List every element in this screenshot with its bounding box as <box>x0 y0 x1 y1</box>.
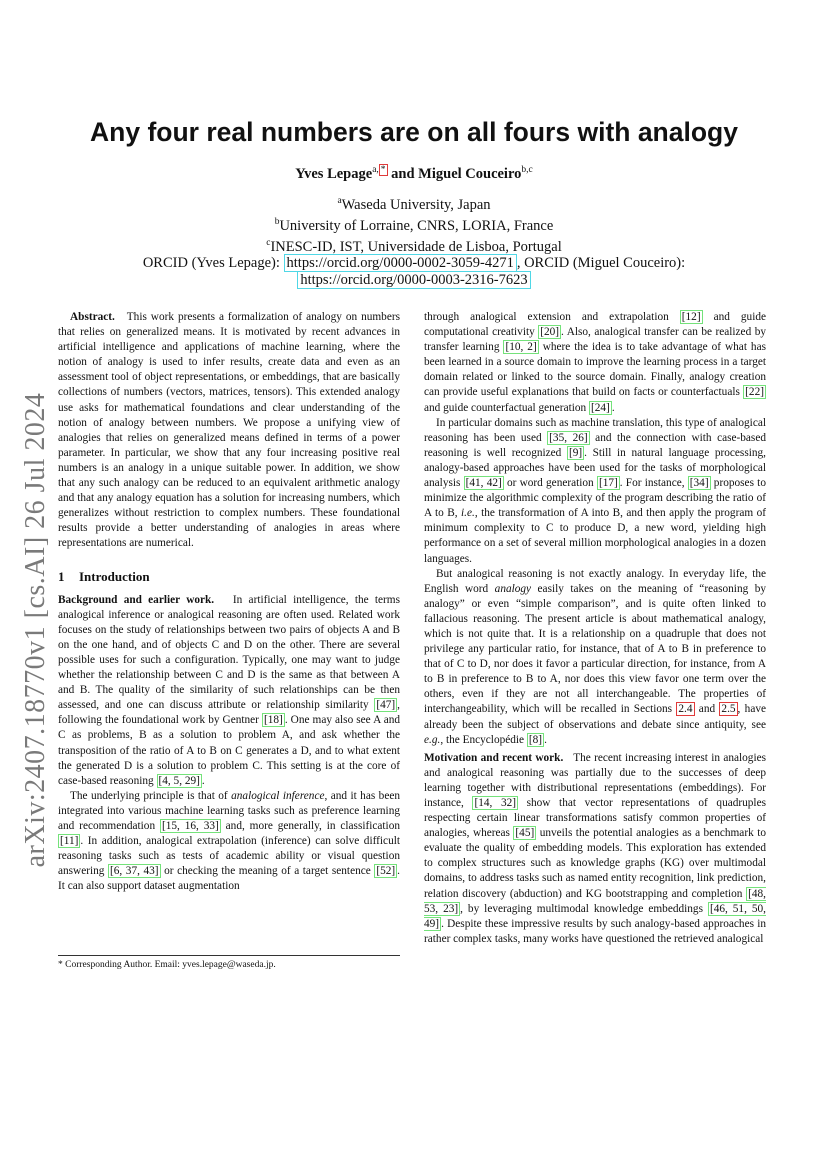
citation-link[interactable]: [24] <box>591 401 610 414</box>
citation-link[interactable]: [17] <box>598 477 618 490</box>
paragraph: Background and earlier work. In artificial intelligence, the terms analogical inference or analogical reasoning are often used. Related work focuses on the study of relationships between two pairs of objects A and B on the one hand, and of objects C and D on the other. There are several possible uses for such a configuration. Typically, one may want to judge whether the relationship between C and D is the same as that between A and B. The quality of the similarity of such relationships can be then assessed, and one can discuss attribute or relationship similarity [47] , following the foundational work by Gentner [18] . One may also see A and C as problems, B as a solution to problem A, and ask whether the transposition of the ratio of A to B on C generates a D, and to what extent the generated D is a solution to problem C. This setting is at the core of case-based reasoning [4, 5, 29] . <box>58 593 401 787</box>
abstract-text: This work presents a formalization of analogy on numbers that relies on generalized means. It is motivated by recent advances in artificial intelligence and applications of machine learning, where the notion of analogy is used to infer results, create data and even as an assessment tool of object representations, or embeddings, that are basically collections of numbers (vectors, matrices, tensors). This extended analogy use asks for mathematical foundations and clear understanding of the notion of analogy between numbers. We propose a unifying view of analogies that relies on generalized means defined in terms of a power parameter. In particular, we show that any four increasing positive real numbers is an analogy in a unique suitable power. In addition, we show that any such analogy can be reduced to an equivalent arithmetic analogy and that any analogy equation has a solution for increasing numbers, which generalizes without restriction to complex numbers. These foundational results provide a better understanding of analogies in areas where representations are numerical. <box>58 311 400 550</box>
section-number: 1 <box>58 568 65 584</box>
footnote <box>58 955 400 970</box>
citation-link[interactable]: [18] <box>263 714 283 727</box>
affil-sup: a <box>337 196 342 206</box>
section-link[interactable]: 2.4 <box>678 703 693 716</box>
orcid-label: ORCID (Yves Lepage): <box>142 255 284 272</box>
citation-link[interactable]: [6, 37, 43] <box>110 865 159 878</box>
citation-link[interactable]: [41, 42] <box>465 477 502 490</box>
section-title: Introduction <box>79 568 150 584</box>
citation-link[interactable]: [15, 16, 33] <box>161 820 219 832</box>
citation-link[interactable]: [52] <box>376 865 396 878</box>
author-name: and Miguel Couceiro <box>387 165 522 182</box>
affiliation <box>0 214 828 235</box>
paragraph: But analogical reasoning is not exactly analogy. In everyday life, the English word analogy easily takes on the meaning of “reasoning by analogy” or even “simple comparison”, and is quite often linked to fallacious reasoning. The present article is about mathematical analogy, which is not quite that. It is a relationship on a quadruple that does not privilege any particular ratio, for instance, that of A to B in preference to that of C to D, nor does it favor a particular direction, for instance, from A to B in preference to B to A, nor does this view favor one term over the others, even if they are not all interchangeable. The properties of interchangeability, which will be recalled in Sections 2.4 and 2.5 , have already been the subject of observations and debate since antiquity, see e.g., the Encyclopédie [8] . <box>424 567 766 746</box>
paragraph: The underlying principle is that of analogical inference, and it has been integrated into various machine learning tasks such as preference learning and recommendation [15, 16, 33] and, more generally, in classification [11] . In addition, analogical extrapolation (inference) can solve difficult reasoning tasks such as tests of academic ability or visual question answering [6, 37, 43] or checking the meaning of a target sentence [52] . It can also support dataset augmentation <box>58 789 400 893</box>
citation-link[interactable]: [11] <box>60 835 79 848</box>
affil-text: University of Lorraine, CNRS, LORIA, France <box>279 217 554 234</box>
author-line <box>0 164 828 183</box>
left-column <box>58 310 400 894</box>
citation-link[interactable]: [46, 51, 50, 49] <box>424 902 766 930</box>
citation-link[interactable]: [35, 26] <box>549 431 588 444</box>
abstract-label: Abstract. <box>70 311 115 323</box>
arxiv-side-identifier <box>16 380 56 880</box>
paragraph-lead: Motivation and recent work. <box>424 751 564 764</box>
author-affil-sup: a, <box>372 165 379 175</box>
abstract <box>58 310 400 552</box>
paragraph: Motivation and recent work. The recent increasing interest in analogies and analogical reasoning was partially due to the successes of deep learning together with distributional representations (embeddings). For instance, [14, 32] show that vector representations of quadruples respecting certain linear transformations satisfy common properties of analogies, whereas [45] unveils the potential analogies as a benchmark to evaluate the quality of embedding models. This exploration has extended to complex structures such as knowledge graphs (KG) over multimodal domains, to address tasks such as named entity recognition, link prediction, relation discovery (abduction) and KG bootstrapping and completion [48, 53, 23] , by leveraging multimodal knowledge embeddings [46, 51, 50, 49] . Despite these impressive results by such analogy-based approaches in rather complex tasks, many works have questioned the retrieved analogical <box>424 751 766 945</box>
citation-link[interactable]: [14, 32] <box>474 797 516 809</box>
orcid-line <box>0 272 828 289</box>
orcid-label: , ORCID (Miguel Couceiro): <box>516 255 686 272</box>
citation-link[interactable]: [45] <box>515 827 535 840</box>
affiliation <box>0 193 828 214</box>
affil-text: INESC-ID, IST, Universidade de Lisboa, Portugal <box>270 238 562 255</box>
affiliations <box>0 193 828 289</box>
footnote-text: * Corresponding Author. Email: yves.lepage@waseda.jp. <box>58 960 276 970</box>
citation-link[interactable]: [8] <box>528 733 543 746</box>
section-heading <box>58 569 400 584</box>
affil-sup: b <box>274 216 280 227</box>
affil-text: Waseda University, Japan <box>341 196 491 213</box>
citation-link[interactable]: [22] <box>745 386 764 399</box>
citation-link[interactable]: [20] <box>540 326 560 339</box>
paragraph: In particular domains such as machine translation, this type of analogical reasoning has been used [35, 26] and the connection with case-based reasoning is well recognized [9] . Still in natural language processing, analogy-based approaches have been used for the tasks of morphological analysis [41, 42] or word generation [17] . For instance, [34] proposes to minimize the algorithmic complexity of the program describing the ratio of A to B, i.e., the transformation of A into B, and then apply the program of minimum complexity to C to produce D, a new word, yielding high performance on a set of several million morphological analogies in a dozen languages. <box>424 416 767 565</box>
affiliation <box>0 235 828 256</box>
section-link[interactable]: 2.5 <box>721 703 736 716</box>
citation-link[interactable]: [10, 2] <box>505 341 537 354</box>
arxiv-id-text: arXiv:2407.18770v1 [cs.AI] 26 Jul 2024 <box>20 392 51 868</box>
footnote-link[interactable]: * <box>380 165 386 175</box>
citation-link[interactable]: [12] <box>681 311 701 323</box>
citation-link[interactable]: [34] <box>689 477 709 490</box>
citation-link[interactable]: [9] <box>568 446 583 459</box>
paragraph: through analogical extension and extrapolation [12] and guide computational creativity [20] . Also, analogical transfer can be realized by transfer learning [10, 2] where the idea is to take advantage of what has been learned in a source domain to improve the learning process in a target domain related or linked to the source domain. Finally, analogy creation can provide useful explanations that build on facts or counterfactuals [22] and guide counterfactual generation [24] . <box>424 311 766 414</box>
author-name: Yves Lepage <box>295 165 373 182</box>
citation-link[interactable]: [47] <box>376 699 396 712</box>
citation-link[interactable]: [48, 53, 23] <box>424 887 766 915</box>
orcid-link-couceiro[interactable]: https://orcid.org/0000-0003-2316-7623 <box>297 271 530 289</box>
paper-title: Any four real numbers are on all fours with analogy <box>90 117 738 147</box>
author-affil-sup: b,c <box>521 165 533 175</box>
orcid-link-lepage[interactable]: https://orcid.org/0000-0002-3059-4271 <box>284 254 517 272</box>
footnote-rule <box>58 955 400 956</box>
paragraph-lead: Background and earlier work. <box>58 593 215 606</box>
right-column <box>424 310 766 947</box>
citation-link[interactable]: [4, 5, 29] <box>158 774 200 787</box>
affil-sup: c <box>266 237 271 248</box>
orcid-line <box>0 255 828 272</box>
